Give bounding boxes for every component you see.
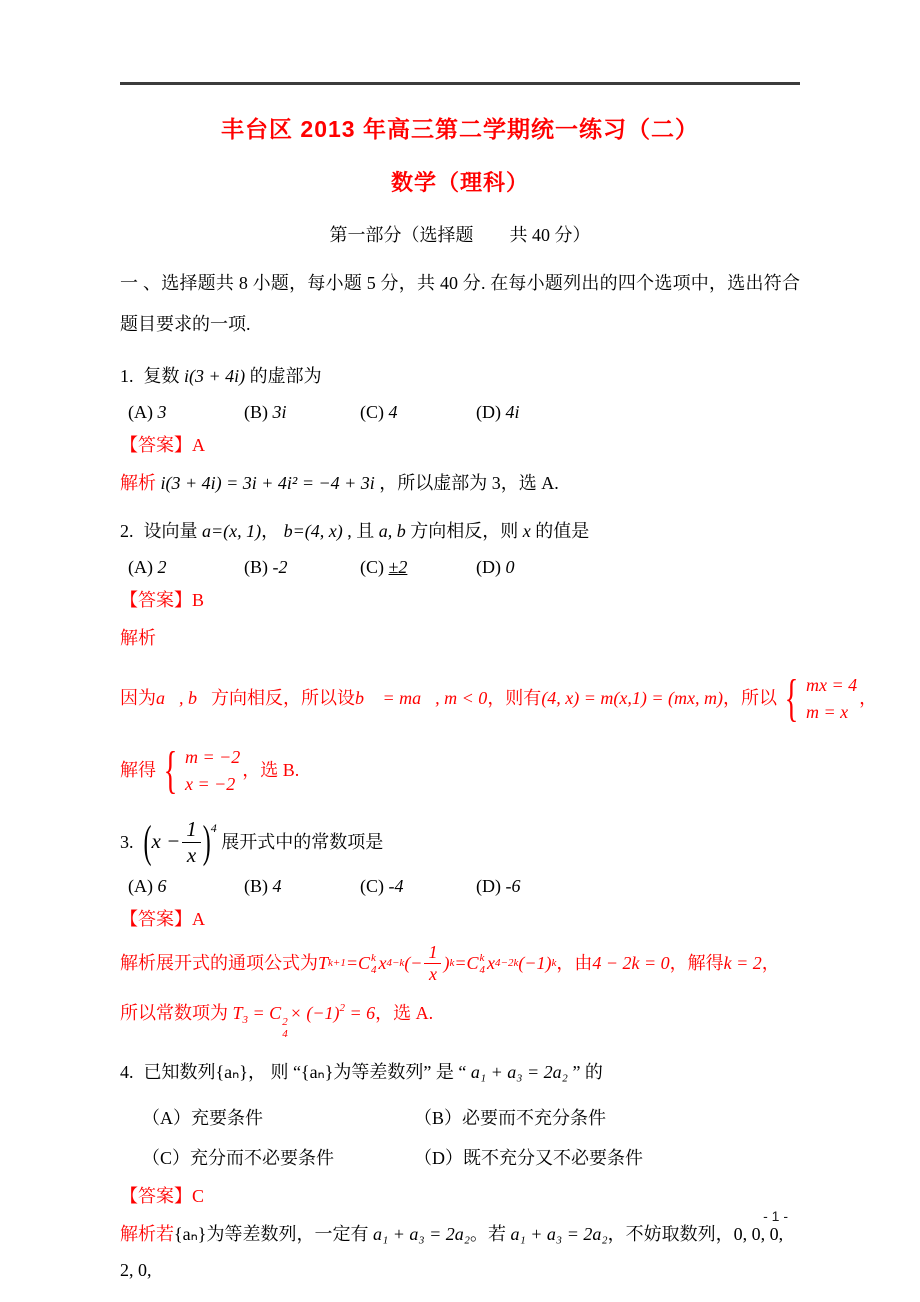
q4-option-c bbox=[142, 1144, 414, 1170]
binom-C: C bbox=[269, 1003, 282, 1024]
q1-stem bbox=[120, 358, 800, 394]
q4-option-b-value: 必要而不充分条件 bbox=[462, 1108, 607, 1129]
q4-option-d-label: （D） bbox=[414, 1148, 463, 1169]
var-x: x bbox=[378, 953, 387, 974]
q3-l1-t2: ，解得 bbox=[669, 953, 724, 974]
open-paren: ( bbox=[143, 818, 152, 868]
q4-option-d-value: 既不充分又不必要条件 bbox=[463, 1148, 643, 1169]
q3-fraction bbox=[182, 818, 201, 867]
q3-option-b-value: 4 bbox=[272, 875, 282, 896]
term-T-subscript: 3 bbox=[242, 1014, 249, 1027]
paren-exponent: k bbox=[449, 957, 455, 970]
q4-options-row2 bbox=[120, 1144, 800, 1170]
q2-option-b-value: -2 bbox=[272, 556, 288, 577]
q1-option-c-value: 4 bbox=[388, 401, 398, 422]
q3-option-a-label: (A) bbox=[128, 875, 158, 896]
q2-l1-case-row2: m = x bbox=[806, 701, 849, 722]
q4-option-a-value: 充要条件 bbox=[191, 1108, 263, 1129]
q4-option-c-label: （C） bbox=[142, 1148, 191, 1169]
q4-option-d bbox=[414, 1144, 643, 1170]
q2-l2-case-row1: m = −2 bbox=[184, 746, 241, 767]
sup-2: 2 bbox=[282, 1016, 288, 1029]
left-brace: { bbox=[163, 741, 178, 799]
q4-option-b bbox=[414, 1104, 606, 1130]
q4-analysis-t1: {aₙ}为等差数列，一定有 bbox=[174, 1224, 373, 1245]
q1-stem-formula: i(3 + 4i) bbox=[184, 365, 246, 386]
document-subtitle: 数学（理科） bbox=[390, 170, 529, 195]
q3-option-c-value: -4 bbox=[388, 875, 404, 896]
fraction-denominator: x bbox=[428, 964, 437, 985]
q3-option-c bbox=[360, 876, 476, 897]
q4-options-row1 bbox=[120, 1104, 800, 1130]
q4-option-b-label: （B） bbox=[414, 1108, 463, 1129]
q2-option-c-value: ±2 bbox=[388, 556, 408, 577]
q4-number: 4. bbox=[120, 1062, 134, 1083]
q2-stem-sep3: 方向相反，则 bbox=[405, 520, 523, 541]
sub-4: 4 bbox=[282, 1028, 288, 1041]
neg-one: (−1) bbox=[518, 953, 552, 974]
q2-option-c-label: (C) bbox=[360, 556, 389, 577]
q3-option-b bbox=[244, 876, 360, 897]
q2-analysis-line2 bbox=[120, 741, 800, 799]
q4-analysis-t2: 。若 bbox=[470, 1224, 511, 1245]
part-heading: 第一部分（选择题 共 40 分） bbox=[329, 225, 591, 245]
q3-l1-t1: ，由 bbox=[556, 953, 593, 974]
q3-stem-tail: 展开式中的常数项是 bbox=[216, 831, 384, 852]
q4-analysis-eq1: a₁ + a₃ = 2a₂ bbox=[372, 1224, 471, 1245]
equals-six: = 6 bbox=[344, 1003, 376, 1024]
q1-option-d-label: (D) bbox=[476, 401, 506, 422]
q2-stem bbox=[120, 513, 800, 549]
q2-option-b bbox=[244, 557, 360, 578]
q1-option-a bbox=[128, 402, 244, 423]
q2-stem-vars: a, b bbox=[378, 520, 406, 541]
q1-analysis-tail: ，所以虚部为 3，选 A. bbox=[374, 472, 559, 493]
equals: = bbox=[345, 953, 358, 974]
q3-options bbox=[120, 876, 800, 897]
q4-stem-text: 已知数列{aₙ}， 则 “{aₙ}为等差数列” 是 “ bbox=[143, 1062, 471, 1083]
q4-stem-formula: a₁ + a₃ = 2a₂ bbox=[470, 1062, 568, 1083]
q2-option-a-value: 2 bbox=[157, 556, 167, 577]
x-exponent: 4−k bbox=[386, 957, 405, 970]
equals: = bbox=[454, 953, 467, 974]
q1-option-a-value: 3 bbox=[157, 401, 167, 422]
sup-k: k bbox=[479, 951, 485, 964]
q2-l1-relation: b⃗ = ma⃗, m < 0 bbox=[355, 688, 488, 709]
q1-options bbox=[120, 402, 800, 423]
question-2 bbox=[120, 513, 878, 799]
question-4 bbox=[120, 1054, 800, 1288]
header-rule bbox=[120, 82, 800, 85]
q1-analysis-label: 解析 bbox=[120, 472, 161, 493]
q2-answer: 【答案】B bbox=[120, 589, 205, 610]
q4-option-a-label: （A） bbox=[142, 1108, 191, 1129]
q3-formula-body: x − bbox=[151, 828, 181, 853]
q4-stem-tail: ” 的 bbox=[567, 1062, 603, 1083]
q3-option-b-label: (B) bbox=[244, 875, 273, 896]
q3-option-d-label: (D) bbox=[476, 875, 506, 896]
q3-analysis-line1 bbox=[120, 943, 800, 986]
neg-one-exponent: 2 bbox=[339, 1002, 345, 1015]
equals: = bbox=[248, 1003, 270, 1024]
q3-option-a-value: 6 bbox=[157, 875, 167, 896]
q1-option-b-label: (B) bbox=[244, 401, 273, 422]
q2-l2-t2: ，选 B. bbox=[242, 760, 300, 781]
q2-stem-text: 设向量 bbox=[143, 520, 202, 541]
q1-option-c bbox=[360, 402, 476, 423]
q2-stem-formula-a: a=(x, 1) bbox=[202, 520, 262, 541]
question-1 bbox=[120, 358, 800, 501]
q2-l1-t1: 因为 bbox=[120, 688, 156, 709]
q1-option-b-value: 3i bbox=[272, 401, 287, 422]
analysis-fraction bbox=[424, 943, 441, 986]
binom-C: C bbox=[466, 953, 479, 974]
q2-option-a bbox=[128, 557, 244, 578]
close-paren: ) bbox=[443, 953, 450, 974]
q2-stem-tail: 的值是 bbox=[530, 520, 590, 541]
q2-stem-sep2: , 且 bbox=[342, 520, 379, 541]
question-3 bbox=[120, 816, 800, 1041]
q1-option-c-label: (C) bbox=[360, 401, 389, 422]
q2-number: 2. bbox=[120, 520, 134, 541]
q3-option-d-value: -6 bbox=[505, 875, 521, 896]
q1-number: 1. bbox=[120, 365, 134, 386]
q2-analysis-line1 bbox=[120, 669, 878, 727]
binom-C-scripts bbox=[371, 952, 377, 976]
fraction-numerator: 1 bbox=[424, 943, 441, 965]
q2-option-b-label: (B) bbox=[244, 556, 273, 577]
q1-answer: 【答案】A bbox=[120, 434, 205, 455]
q2-l1-t5: ， bbox=[859, 688, 878, 709]
q3-l1-lead: 展开式的通项公式为 bbox=[156, 953, 318, 974]
open-neg-paren: (− bbox=[404, 953, 423, 974]
q2-stem-sep1: ， bbox=[261, 520, 284, 541]
sub-4: 4 bbox=[479, 963, 486, 976]
page-number: - 1 - bbox=[763, 1208, 788, 1224]
q2-option-d bbox=[476, 557, 515, 578]
q2-option-d-label: (D) bbox=[476, 556, 506, 577]
term-T: T bbox=[232, 1003, 243, 1024]
q4-answer: 【答案】C bbox=[120, 1186, 205, 1207]
binom-C: C bbox=[357, 953, 370, 974]
q1-option-b bbox=[244, 402, 360, 423]
q1-analysis-formula: i(3 + 4i) = 3i + 4i² = −4 + 3i bbox=[160, 472, 375, 493]
left-brace: { bbox=[784, 669, 799, 727]
q3-l2-tail: ，选 A. bbox=[375, 1003, 434, 1024]
binom-C-scripts bbox=[282, 1016, 288, 1040]
q3-stem-formula bbox=[143, 817, 217, 868]
var-x: x bbox=[487, 953, 496, 974]
q1-stem-text: 复数 bbox=[143, 365, 184, 386]
q4-analysis bbox=[120, 1216, 800, 1288]
q3-l2-lead: 所以常数项为 bbox=[120, 1003, 233, 1024]
q3-analysis-label: 解析 bbox=[120, 953, 156, 974]
q3-option-c-label: (C) bbox=[360, 875, 389, 896]
sup-k: k bbox=[371, 951, 376, 964]
q3-l1-eq: 4 − 2k = 0 bbox=[592, 953, 670, 974]
q2-option-c bbox=[360, 557, 476, 578]
q2-l1-t4: ，所以 bbox=[723, 688, 778, 709]
q3-number: 3. bbox=[120, 831, 134, 852]
q2-option-a-label: (A) bbox=[128, 556, 158, 577]
q3-l1-t3: ， bbox=[761, 953, 780, 974]
document-title: 丰台区 2013 年高三第二学期统一练习（二） bbox=[221, 116, 699, 142]
q4-option-c-value: 充分而不必要条件 bbox=[190, 1148, 335, 1169]
q4-analysis-label: 解析若 bbox=[120, 1224, 174, 1245]
q1-option-d-value: 4i bbox=[505, 401, 520, 422]
q2-l1-t3: ，则有 bbox=[487, 688, 542, 709]
q3-stem bbox=[120, 816, 800, 868]
q2-l1-case-row1: mx = 4 bbox=[806, 674, 858, 695]
q1-stem-text-tail: 的虚部为 bbox=[245, 365, 322, 386]
q3-l1-k: k = 2 bbox=[723, 953, 762, 974]
q2-l1-case-system bbox=[779, 669, 858, 727]
q2-l1-t2: 方向相反，所以设 bbox=[211, 688, 356, 709]
q2-analysis-label-line: 解析 bbox=[120, 627, 156, 648]
q3-option-d bbox=[476, 876, 521, 897]
fraction-denominator: x bbox=[186, 843, 197, 868]
q1-option-a-label: (A) bbox=[128, 401, 158, 422]
q3-exponent: 4 bbox=[210, 820, 217, 835]
q4-option-a bbox=[142, 1104, 414, 1130]
neg-one-exponent: k bbox=[551, 957, 557, 970]
q1-option-d bbox=[476, 402, 520, 423]
fraction-numerator: 1 bbox=[182, 818, 201, 843]
times-neg-one: × (−1) bbox=[289, 1003, 340, 1024]
q4-analysis-eq2: a₁ + a₃ = 2a₂ bbox=[510, 1224, 608, 1245]
page-content bbox=[0, 82, 920, 1288]
q3-answer: 【答案】A bbox=[120, 908, 205, 929]
q2-l2-case-system bbox=[158, 741, 241, 799]
term-T-subscript: k+1 bbox=[328, 957, 346, 970]
close-paren: ) bbox=[202, 818, 211, 868]
q2-option-d-value: 0 bbox=[505, 556, 515, 577]
q2-l2-t1: 解得 bbox=[120, 760, 156, 781]
q2-stem-x: x bbox=[522, 520, 531, 541]
q4-stem bbox=[120, 1054, 800, 1090]
q1-analysis bbox=[120, 465, 800, 501]
q2-stem-formula-b: b=(4, x) bbox=[283, 520, 343, 541]
section-intro: 一 、选择题共 8 小题，每小题 5 分，共 40 分. 在每小题列出的四个选项中，选出符合题目要求的一项. bbox=[120, 273, 800, 335]
q2-l1-vectors: a⃗, b⃗ bbox=[156, 688, 212, 709]
q2-l2-case-row2: x = −2 bbox=[184, 773, 236, 794]
binom-C-scripts bbox=[480, 952, 486, 976]
sub-4: 4 bbox=[371, 963, 377, 976]
q3-analysis-line2 bbox=[120, 995, 800, 1040]
q4-analysis-t3: ，不妨取数列，0, 0, 0, 2, 0, bbox=[120, 1224, 784, 1281]
x-exponent: 4−2k bbox=[495, 957, 519, 970]
term-T: T bbox=[318, 953, 329, 974]
q2-l1-equation: (4, x) = m(x,1) = (mx, m) bbox=[541, 688, 724, 709]
q2-options bbox=[120, 557, 800, 578]
